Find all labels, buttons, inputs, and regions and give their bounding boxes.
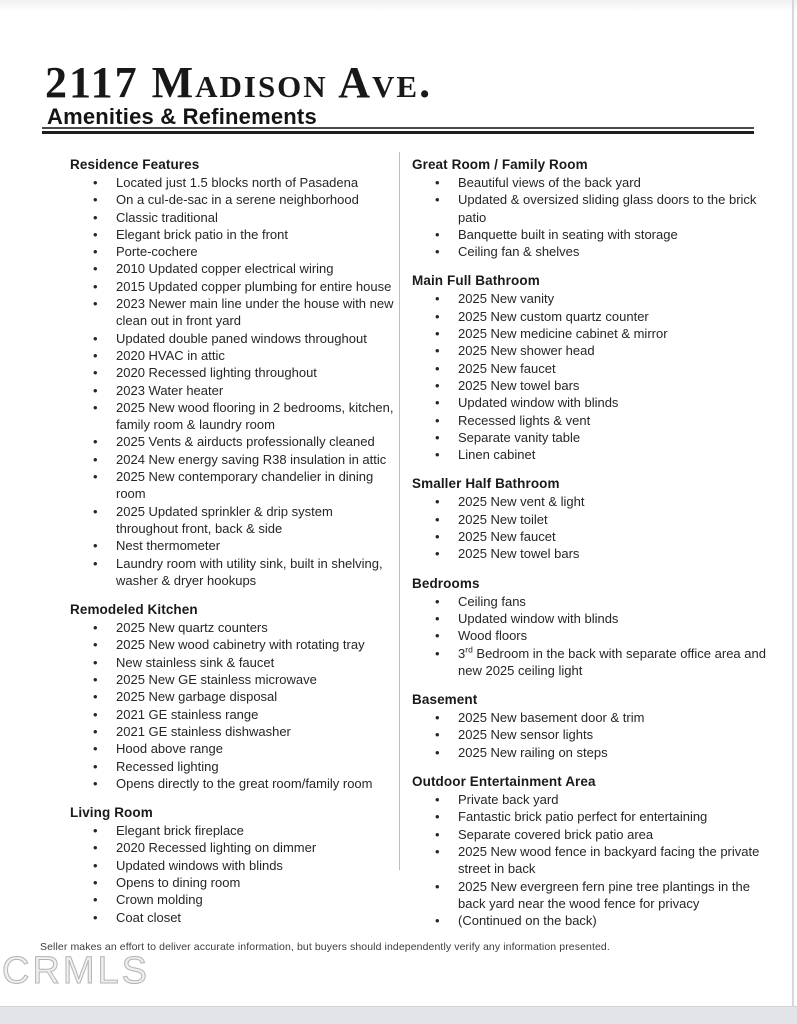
list-item: • 2025 New shower head [412,342,776,359]
amenity-list [412,493,776,562]
list-item: • 2025 New garbage disposal [70,688,394,705]
list-item: • Hood above range [70,740,394,757]
amenity-section [412,774,776,929]
page-subtitle: Amenities & Refinements [47,104,317,130]
list-item: • 2025 New sensor lights [412,726,776,743]
list-item: • Private back yard [412,791,776,808]
page-title: 2117 Madison Ave. [45,58,433,108]
list-item: • Separate vanity table [412,429,776,446]
list-item: • 2025 New wood fence in backyard facing the private street in back [412,843,776,878]
list-item: • 2020 HVAC in attic [70,347,394,364]
section-heading: Basement [412,692,478,708]
section-heading: Great Room / Family Room [412,157,588,172]
list-item: • 2025 New quartz counters [70,619,394,636]
list-item: • 2025 New faucet [412,360,776,377]
list-item: • Beautiful views of the back yard [412,174,776,191]
list-item: • Opens directly to the great room/family room [70,775,394,792]
list-item: • Ceiling fan & shelves [412,243,776,260]
list-item: • Coat closet [70,909,394,926]
left-column [70,157,394,939]
amenity-list [412,290,776,463]
amenity-section [412,157,776,260]
list-item: • 2025 New wood cabinetry with rotating tray [70,636,394,653]
list-item: • 2025 New railing on steps [412,744,776,761]
list-item: • 2020 Recessed lighting throughout [70,364,394,381]
right-column [412,157,776,942]
list-item: • 2025 New vanity [412,290,776,307]
list-item: • Porte-cochere [70,243,394,260]
section-heading: Smaller Half Bathroom [412,476,560,492]
list-item: • On a cul-de-sac in a serene neighborhood [70,191,394,208]
amenity-section [412,273,776,463]
list-item: • Wood floors [412,627,776,644]
amenity-section [70,602,394,792]
list-item: • Nest thermometer [70,537,394,554]
list-item: • Updated window with blinds [412,610,776,627]
list-item: • Updated window with blinds [412,394,776,411]
amenity-section [70,805,394,926]
list-item: • Crown molding [70,891,394,908]
list-item: • 2021 GE stainless dishwasher [70,723,394,740]
list-item: • Recessed lights & vent [412,412,776,429]
list-item: • 2025 New toilet [412,511,776,528]
amenity-list [412,174,776,260]
list-item: • 2025 Vents & airducts professionally cleaned [70,433,394,450]
list-item: • Updated double paned windows throughout [70,330,394,347]
list-item: • Ceiling fans [412,593,776,610]
list-item: • Separate covered brick patio area [412,826,776,843]
list-item: • Updated windows with blinds [70,857,394,874]
list-item: • 2010 Updated copper electrical wiring [70,260,394,277]
list-item: • 2025 New towel bars [412,545,776,562]
list-item: • (Continued on the back) [412,912,776,929]
list-item: • Updated & oversized sliding glass doors to the brick patio [412,191,776,226]
amenity-section [412,692,776,761]
list-item: • 2023 Newer main line under the house with new clean out in front yard [70,295,394,330]
disclaimer-text: Seller makes an effort to deliver accurate information, but buyers should independently verify any information presented. [40,941,610,953]
list-item: • 2025 New evergreen fern pine tree plantings in the back yard near the wood fence for privacy [412,878,776,913]
list-item: • 2023 Water heater [70,382,394,399]
amenity-list [70,174,394,589]
scan-top-edge [0,0,797,12]
section-heading: Remodeled Kitchen [70,602,198,618]
list-item: • 2024 New energy saving R38 insulation in attic [70,451,394,468]
list-item: • 2025 New wood flooring in 2 bedrooms, kitchen, family room & laundry room [70,399,394,434]
list-item: • 2021 GE stainless range [70,706,394,723]
section-heading: Residence Features [70,157,200,172]
list-item: • 2025 New vent & light [412,493,776,510]
list-item: • 2025 New contemporary chandelier in dining room [70,468,394,503]
list-item: • Located just 1.5 blocks north of Pasadena [70,174,394,191]
amenity-section [70,157,394,589]
list-item: • 2025 New custom quartz counter [412,308,776,325]
scan-right-edge [792,0,794,1008]
section-heading: Main Full Bathroom [412,273,540,289]
list-item: • Opens to dining room [70,874,394,891]
list-item: • 3rd Bedroom in the back with separate office area and new 2025 ceiling light [412,645,776,680]
crmls-watermark: CRMLS [2,950,151,992]
list-item: • 2025 New GE stainless microwave [70,671,394,688]
list-item: • 2025 New towel bars [412,377,776,394]
list-item: • Elegant brick fireplace [70,822,394,839]
list-item: • Elegant brick patio in the front [70,226,394,243]
amenity-list [412,593,776,679]
amenity-list [70,822,394,926]
amenity-list [412,791,776,929]
column-divider [399,152,400,870]
list-item: • Laundry room with utility sink, built in shelving, washer & dryer hookups [70,555,394,590]
list-item: • 2025 New medicine cabinet & mirror [412,325,776,342]
list-item: • Banquette built in seating with storage [412,226,776,243]
list-item: • Linen cabinet [412,446,776,463]
scan-bottom-edge [0,1006,797,1024]
header-divider [42,127,754,134]
section-heading: Outdoor Entertainment Area [412,774,596,790]
amenity-section [412,576,776,679]
amenity-list [70,619,394,792]
section-heading: Bedrooms [412,575,480,591]
list-item: • 2025 Updated sprinkler & drip system throughout front, back & side [70,503,394,538]
list-item: • New stainless sink & faucet [70,654,394,671]
list-item: • 2015 Updated copper plumbing for entire house [70,278,394,295]
list-item: • 2025 New faucet [412,528,776,545]
list-item: • 2025 New basement door & trim [412,709,776,726]
section-heading: Living Room [70,805,153,821]
list-item: • Classic traditional [70,209,394,226]
list-item: • Fantastic brick patio perfect for entertaining [412,808,776,825]
list-item: • Recessed lighting [70,758,394,775]
list-item: • 2020 Recessed lighting on dimmer [70,839,394,856]
amenity-list [412,709,776,761]
amenity-section [412,476,776,562]
